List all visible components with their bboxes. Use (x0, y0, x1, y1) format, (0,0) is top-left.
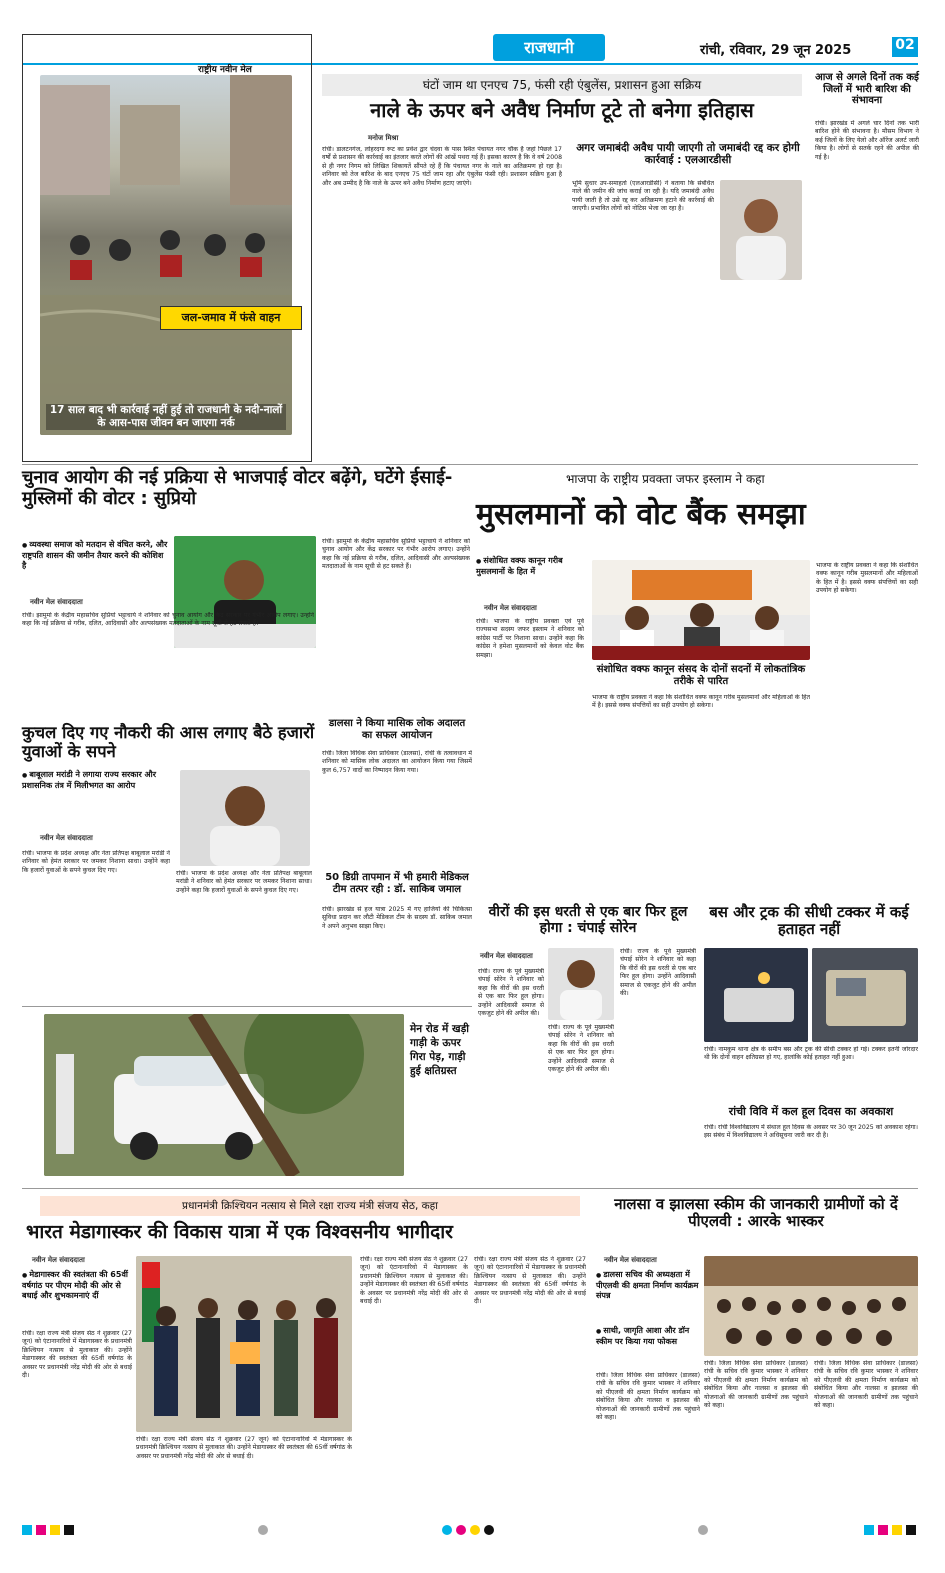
lead-side-body: भूमि सुधार उप-समाहर्ता (एलआरडीसी) ने बताया कि संबंधित नाले की जमीन की जांच कराई जा रही है। यदि जमाबंदी अवैध पायी जाती है तो उसे रद्द कर अतिक्रमण हटाने की कार्रवाई की जाएगी। प्रभावित लोगों को नोटिस भेजा जा रहा है। (572, 180, 714, 213)
muslim-headline: मुसलमानों को वोट बैंक समझा (476, 497, 806, 532)
nalsa-headline: नालसा व झालसा स्कीम की जानकारी ग्रामीणों को दें पीएलवी : आरके भास्कर (614, 1195, 898, 1231)
muslim-body: रांची। भाजपा के राष्ट्रीय प्रवक्ता एवं पूर्व राज्यसभा सदस्य जफर इस्लाम ने शनिवार को कांग्रेस पार्टी पर निशाना साधा। उन्होंने कहा कि कांग्रेस ने हमेशा मुसलमानों को केवल वोट बैंक समझा। (476, 618, 584, 659)
champai-byline: नवीन मेल संवाददाता (480, 952, 533, 960)
press-conference-photo (592, 560, 810, 660)
voter-byline: नवीन मेल संवाददाता (30, 598, 83, 606)
lead-body: रांची। डालटनगंज, लोहरदगा रूट का प्रवेश द्वार चंदवा के पास स्थित पंचायत नगर चौक है जहां पिछले 17 वर्षों से प्रशासन की कार्रवाई का इंतजार करते लोगों की आंखें पथरा गई हैं। इसका कारण है कि वे वर्ष 2008 से ही नगर निगम को लिखित शिकायतें सौंपते रहे हैं कि पंचायत नगर के नाले का अतिक्रमण हो रहा है। शनिवार को तेज बारिश के बाद एनएच 75 घंटों जाम रहा और एंबुलेंस फंसी रही। प्रशासन सक्रिय हुआ है और अब उम्मीद है कि नाले के ऊपर बने अवैध निर्माण हटाए जाएंगे। (322, 146, 562, 187)
photo-caption: 17 साल बाद भी कार्रवाई नहीं हुई तो राजधानी के नदी-नालों के आस-पास जीवन बन जाएगा नर्क (46, 404, 286, 430)
dalsa-headline: डालसा ने किया मासिक लोक अदालत का सफल आयोजन (328, 718, 466, 741)
muslim-byline: नवीन मेल संवाददाता (484, 604, 537, 612)
nalsa-program-photo (704, 1256, 918, 1356)
jobs-body-col2: रांची। भाजपा के प्रदेश अध्यक्ष और नेता प्रतिपक्ष बाबूलाल मरांडी ने शनिवार को हेमंत सरकार पर जमकर निशाना साधा। उन्होंने कहा कि हजारों युवाओं के सपने कुचल दिए गए। (176, 870, 312, 894)
champai-body: रांची। राज्य के पूर्व मुख्यमंत्री चंपाई सोरेन ने शनिवार को कहा कि वीरों की इस धरती से एक बार फिर हूल होगा। उन्होंने आदिवासी समाज से एकजुट होने की अपील की। (478, 968, 544, 1018)
accident-body: रांची। नामकुम थाना क्षेत्र के समीप बस और ट्रक की सीधी टक्कर हो गई। टक्कर इतनी जोरदार थी कि दोनों वाहन क्षतिग्रस्त हो गए, हालांकि कोई हताहत नहीं हुआ। (704, 1046, 918, 1062)
voter-body-col2: रांची। झामुमो के केंद्रीय महासचिव सुप्रियो भट्टाचार्य ने शनिवार को चुनाव आयोग और केंद्र सरकार पर गंभीर आरोप लगाए। उन्होंने कहा कि नई प्रक्रिया से गरीब, दलित, आदिवासी और अल्पसंख्यक मतदाताओं के नाम सूची से हट सकते हैं। (322, 538, 470, 571)
brand-logo: राष्ट्रीय नवीन मेल (198, 65, 252, 75)
divider (22, 1188, 918, 1189)
nalsa-byline: नवीन मेल संवाददाता (604, 1256, 657, 1264)
jobs-body: रांची। भाजपा के प्रदेश अध्यक्ष और नेता प्रतिपक्ष बाबूलाल मरांडी ने शनिवार को हेमंत सरकार पर जमकर निशाना साधा। उन्होंने कहा कि हजारों युवाओं के सपने कुचल दिए गए। (22, 850, 170, 874)
madagascar-body-col3: रांची। रक्षा राज्य मंत्री संजय सेठ ने शुक्रवार (27 जून) को एंटानानारिवो में मेडागास्कर के प्रधानमंत्री क्रिश्चियन नत्साय से मुलाकात की। उन्होंने मेडागास्कर की स्वतंत्रता की 65वीं वर्षगांठ के अवसर पर प्रधानमंत्री नरेंद्र मोदी की ओर से बधाई दी। (360, 1256, 468, 1306)
muslim-kicker: भाजपा के राष्ट्रीय प्रवक्ता जफर इस्लाम ने कहा (566, 472, 765, 486)
univ-body: रांची। रांची विश्वविद्यालय में संथाल हूल दिवस के अवसर पर 30 जून 2025 को अवकाश रहेगा। इस संबंध में विश्वविद्यालय ने अधिसूचना जारी कर दी है। (704, 1124, 918, 1140)
champai-photo (548, 948, 614, 1020)
nalsa-bullet-1: ● डालसा सचिव की अध्यक्षता में पीएलवी की क्षमता निर्माण कार्यक्रम संपन्न (596, 1270, 700, 1301)
lead-side-headline: अगर जमाबंदी अवैध पायी जाएगी तो जमाबंदी रद्द कर होगी कार्रवाई : एलआरडीसी (576, 142, 800, 167)
jobs-headline: कुचल दिए गए नौकरी की आस लगाए बैठे हजारों युवाओं के सपने (22, 723, 315, 761)
voter-bullet: ● व्यवस्था समाज को मतदान से वंचित करने, और राष्ट्रपति शासन की जमीन तैयार करने की कोशिश है (22, 540, 168, 571)
photo-banner: जल-जमाव में फंसे वाहन (160, 306, 302, 330)
madagascar-body: रांची। रक्षा राज्य मंत्री संजय सेठ ने शुक्रवार (27 जून) को एंटानानारिवो में मेडागास्कर के प्रधानमंत्री क्रिश्चियन नत्साय से मुलाकात की। उन्होंने मेडागास्कर की स्वतंत्रता की 65वीं वर्षगांठ के अवसर पर प्रधानमंत्री नरेंद्र मोदी की ओर से बधाई दी। (22, 1330, 132, 1380)
dalsa-body: रांची। जिला विधिक सेवा प्राधिकार (डालसा), रांची के तत्वावधान में शनिवार को मासिक लोक अदालत का आयोजन किया गया जिसमें कुल 6,757 वादों का निष्पादन किया गया। (322, 750, 472, 774)
madagascar-body-col2: रांची। रक्षा राज्य मंत्री संजय सेठ ने शुक्रवार (27 जून) को एंटानानारिवो में मेडागास्कर के प्रधानमंत्री क्रिश्चियन नत्साय से मुलाकात की। उन्होंने मेडागास्कर की स्वतंत्रता की 65वीं वर्षगांठ के अवसर पर प्रधानमंत्री नरेंद्र मोदी की ओर से बधाई दी। (136, 1436, 352, 1460)
babulal-photo (180, 770, 310, 866)
nalsa-body-col3: रांची। जिला विधिक सेवा प्राधिकार (डालसा) रांची के सचिव रवि कुमार भास्कर ने शनिवार को पीएलवी की क्षमता निर्माण कार्यक्रम को संबोधित किया और नालसा व झालसा की योजनाओं की जानकारी ग्रामीणों तक पहुंचाने को कहा। (814, 1360, 918, 1410)
champai-body-col3: रांची। राज्य के पूर्व मुख्यमंत्री चंपाई सोरेन ने शनिवार को कहा कि वीरों की इस धरती से एक बार फिर हूल होगा। उन्होंने आदिवासी समाज से एकजुट होने की अपील की। (620, 948, 696, 998)
page-number: 02 (892, 37, 918, 57)
voter-headline: चुनाव आयोग की नई प्रक्रिया से भाजपाई वोटर बढ़ेंगे, घटेंगे ईसाई-मुस्लिमों की वोटर : सुप्रियो (22, 467, 453, 509)
weather-body: रांची। झारखंड में अगले चार दिनों तक भारी बारिश होने की संभावना है। मौसम विभाग ने कई जिलों के लिए येलो और ऑरेंज अलर्ट जारी किया है। लोगों से सतर्क रहने की अपील की गई है। (815, 120, 919, 161)
tree-caption: मेन रोड में खड़ी गाड़ी के ऊपर गिरा पेड़, गाड़ी हुई क्षतिग्रस्त (410, 1023, 469, 1077)
lead-kicker: घंटों जाम था एनएच 75, फंसी रही एंबुलेंस, प्रशासन हुआ सक्रिय (322, 74, 802, 96)
univ-headline: रांची विवि में कल हूल दिवस का अवकाश (728, 1105, 894, 1118)
nalsa-body: रांची। जिला विधिक सेवा प्राधिकार (डालसा) रांची के सचिव रवि कुमार भास्कर ने शनिवार को पीएलवी की क्षमता निर्माण कार्यक्रम को संबोधित किया और नालसा व झालसा की योजनाओं की जानकारी ग्रामीणों तक पहुंचाने को कहा। (596, 1372, 700, 1422)
muslim-body-right: भाजपा के राष्ट्रीय प्रवक्ता ने कहा कि संशोधित वक्फ कानून गरीब मुसलमानों और महिलाओं के हित में है। इससे वक्फ संपत्तियों का सही उपयोग हो सकेगा। (816, 562, 918, 595)
lrdc-photo (720, 180, 802, 280)
section-label: राजधानी (524, 38, 574, 57)
muslim-body-2: भाजपा के राष्ट्रीय प्रवक्ता ने कहा कि संशोधित वक्फ कानून गरीब मुसलमानों और महिलाओं के हित में है। इससे वक्फ संपत्तियों का सही उपयोग हो सकेगा। (592, 694, 810, 710)
champai-body-col2: रांची। राज्य के पूर्व मुख्यमंत्री चंपाई सोरेन ने शनिवार को कहा कि वीरों की इस धरती से एक बार फिर हूल होगा। उन्होंने आदिवासी समाज से एकजुट होने की अपील की। (548, 1024, 614, 1074)
muslim-photo-caption: संशोधित वक्फ कानून संसद के दोनों सदनों में लोकतांत्रिक तरीके से पारित (596, 664, 806, 687)
divider (22, 1006, 472, 1007)
divider (22, 464, 918, 465)
nalsa-bullet-2: ● साथी, जागृति आशा और डॉन स्कीम पर किया गया फोकस (596, 1326, 700, 1347)
voter-body: रांची। झामुमो के केंद्रीय महासचिव सुप्रियो भट्टाचार्य ने शनिवार को चुनाव आयोग और केंद्र सरकार पर गंभीर आरोप लगाए। उन्होंने कहा कि नई प्रक्रिया से गरीब, दलित, आदिवासी और अल्पसंख्यक मतदाताओं के नाम सूची से हट सकते हैं। (22, 612, 314, 628)
jobs-bullet: ● बाबूलाल मरांडी ने लगाया राज्य सरकार और प्रशासनिक तंत्र में मिलीभगत का आरोप (22, 770, 172, 791)
madagascar-kicker: प्रधानमंत्री क्रिश्चियन नत्साय से मिले रक्षा राज्य मंत्री संजय सेठ, कहा (40, 1196, 580, 1216)
madagascar-bullet: ● मेडागास्कर की स्वतंत्रता की 65वीं वर्षगांठ पर पीएम मोदी की ओर से बधाई और शुभकामनाएं दीं (22, 1270, 132, 1301)
madagascar-headline: भारत मेडागास्कर की विकास यात्रा में एक विश्वसनीय भागीदार (26, 1221, 453, 1243)
madagascar-photo (136, 1256, 352, 1432)
lead-headline: नाले के ऊपर बने अवैध निर्माण टूटे तो बनेगा इतिहास (370, 98, 754, 122)
accident-photo-1 (704, 948, 808, 1042)
jobs-byline: नवीन मेल संवाददाता (40, 834, 93, 842)
madagascar-body-col4: रांची। रक्षा राज्य मंत्री संजय सेठ ने शुक्रवार (27 जून) को एंटानानारिवो में मेडागास्कर के प्रधानमंत्री क्रिश्चियन नत्साय से मुलाकात की। उन्होंने मेडागास्कर की स्वतंत्रता की 65वीं वर्षगांठ के अवसर पर प्रधानमंत्री नरेंद्र मोदी की ओर से बधाई दी। (474, 1256, 586, 1306)
madagascar-byline: नवीन मेल संवाददाता (32, 1256, 85, 1264)
nalsa-body-col2: रांची। जिला विधिक सेवा प्राधिकार (डालसा) रांची के सचिव रवि कुमार भास्कर ने शनिवार को पीएलवी की क्षमता निर्माण कार्यक्रम को संबोधित किया और नालसा व झालसा की योजनाओं की जानकारी ग्रामीणों तक पहुंचाने को कहा। (704, 1360, 808, 1410)
champai-headline: वीरों की इस धरती से एक बार फिर हूल होगा : चंपाई सोरेन (488, 904, 688, 937)
doctors-body: रांची। झारखंड से हज यात्रा 2025 में गए हाजियों की चिकित्सा सुविधा प्रदान कर लौटी मेडिकल टीम के सदस्य डॉ. साकिब जमाल ने अपने अनुभव साझा किए। (322, 906, 472, 930)
fallen-tree-photo (44, 1014, 404, 1176)
color-registration-bar (22, 1524, 918, 1536)
muslim-bullet: ● संशोधित वक्फ कानून गरीब मुसलमानों के हित में (476, 556, 584, 577)
weather-headline: आज से अगले दिनों तक कई जिलों में भारी बारिश की संभावना (815, 72, 919, 106)
dateline: रांची, रविवार, 29 जून 2025 (700, 43, 852, 58)
doctors-headline: 50 डिग्री तापमान में भी हमारी मेडिकल टीम तत्पर रही : डॉ. साकिब जमाल (325, 872, 469, 895)
accident-headline: बस और ट्रक की सीधी टक्कर में कई हताहत नहीं (709, 903, 909, 939)
accident-photo-2 (812, 948, 918, 1042)
flooded-street-photo (40, 75, 292, 435)
lead-byline: मनोज मिश्रा (368, 134, 399, 142)
